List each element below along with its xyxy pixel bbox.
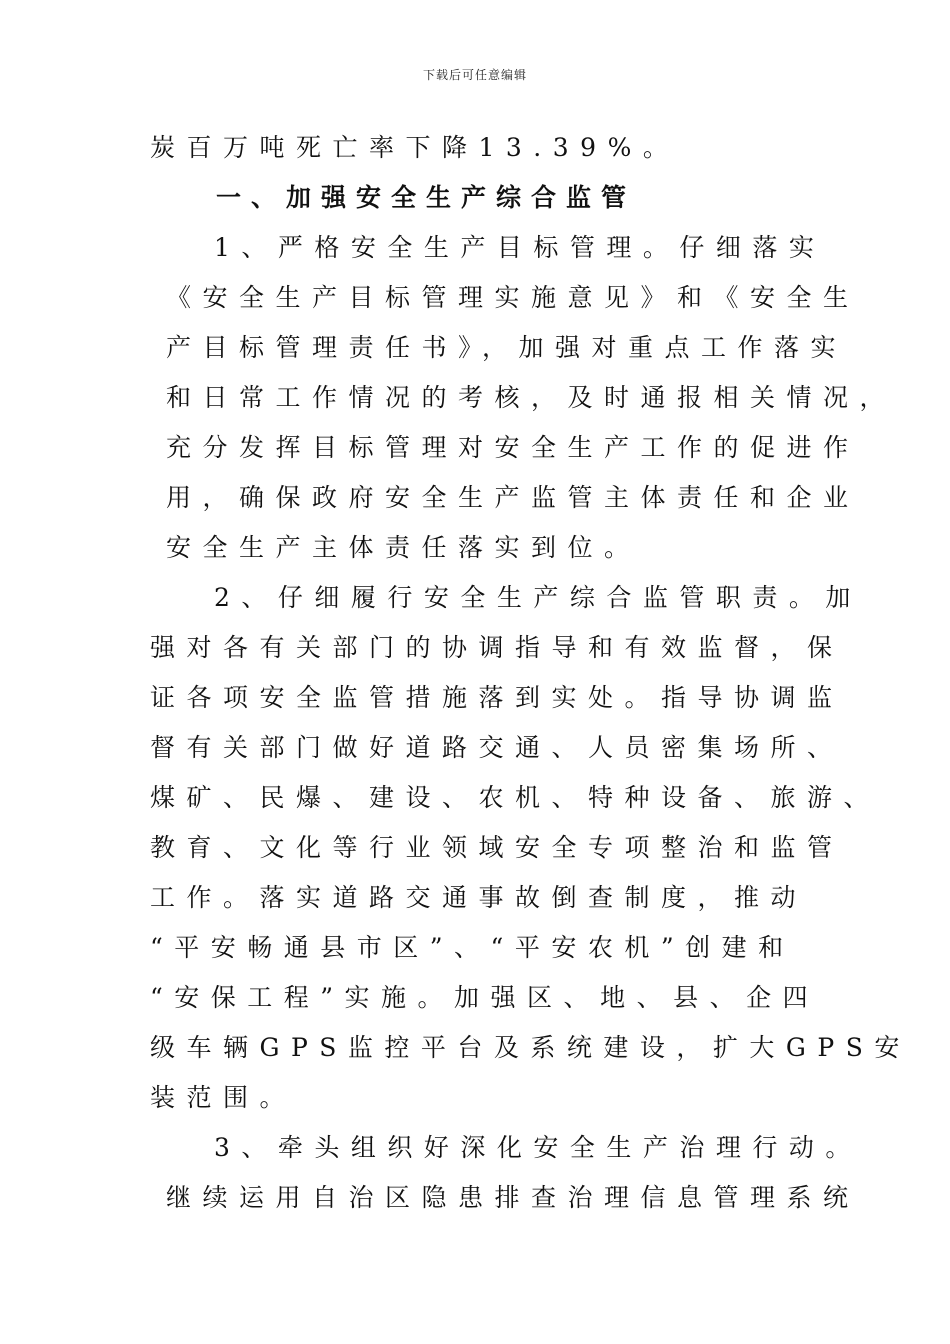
paragraph-line: 炭百万吨死亡率下降13.39%。 [150,133,680,162]
paragraph-line: 1、严格安全生产目标管理。仔细落实 [214,233,826,262]
paragraph-line: “安保工程”实施。加强区、地、县、企四 [150,983,820,1012]
paragraph-line: 教育、文化等行业领域安全专项整治和监管 [150,833,844,862]
paragraph-line: 证各项安全监管措施落到实处。指导协调监 [150,683,844,712]
paragraph-line: 3、牵头组织好深化安全生产治理行动。 [214,1133,862,1162]
paragraph-line: 装范围。 [150,1083,297,1112]
paragraph-line: 继续运用自治区隐患排查治理信息管理系统 [166,1183,860,1212]
paragraph-line: 《安全生产目标管理实施意见》和《安全生 [166,283,860,312]
paragraph-line: 安全生产主体责任落实到位。 [166,533,641,562]
paragraph-line: 和日常工作情况的考核，及时通报相关情况， [166,383,897,412]
paragraph-line: 2、仔细履行安全生产综合监管职责。加 [214,583,862,612]
section-heading: 一、加强安全生产综合监管 [216,183,637,212]
paragraph-line: 煤矿、民爆、建设、农机、特种设备、旅游、 [150,783,881,812]
paragraph-line: 产目标管理责任书》，加强对重点工作落实 [166,333,848,362]
paragraph-line: 用，确保政府安全生产监管主体责任和企业 [166,483,860,512]
paragraph-line: 强对各有关部门的协调指导和有效监督，保 [150,633,844,662]
paragraph-line: 工作。落实道路交通事故倒查制度，推动 [150,883,808,912]
paragraph-line: “平安畅通县市区”、“平安农机”创建和 [150,933,795,962]
page-header-note: 下载后可任意编辑 [422,68,527,82]
paragraph-line: 督有关部门做好道路交通、人员密集场所、 [150,733,844,762]
paragraph-line: 级车辆GPS监控平台及系统建设，扩大GPS安 [150,1033,911,1062]
paragraph-line: 充分发挥目标管理对安全生产工作的促进作 [166,433,860,462]
